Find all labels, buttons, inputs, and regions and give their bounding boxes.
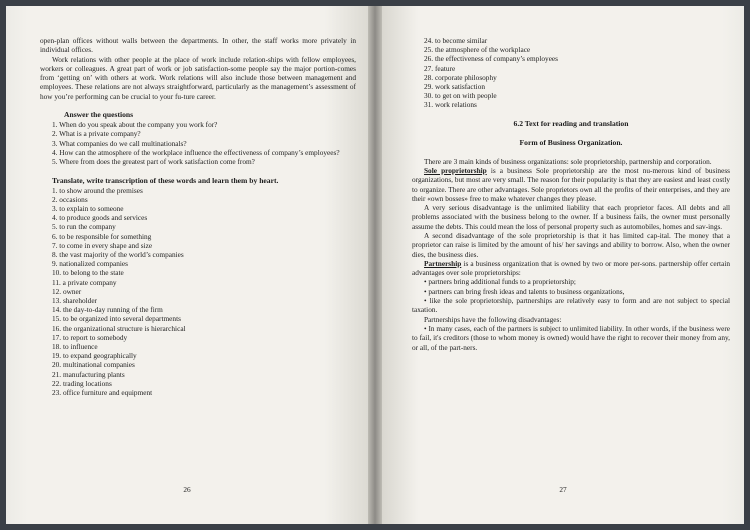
translate-heading: Translate, write transcription of these words and learn them by heart. — [52, 175, 279, 185]
term-partnership: Partnership — [424, 258, 462, 268]
term-sole-proprietorship: Sole proprietorship — [424, 165, 487, 175]
vocab-item: 27. feature — [424, 63, 456, 73]
bullet-item: • like the sole proprietorship, partnerships are relatively easy to form and are not subject to special taxation. — [412, 296, 730, 315]
vocab-item: 31. work relations — [424, 100, 477, 110]
vocab-item: 19. to expand geographically — [52, 351, 137, 361]
questions-list — [40, 120, 356, 166]
vocab-item: 25. the atmosphere of the workplace — [424, 45, 531, 55]
paragraph-disadvantages: Partnerships have the following disadvantages: — [424, 314, 562, 324]
vocab-item: 23. office furniture and equipment — [52, 388, 153, 398]
bullet-item: • partners bring additional funds to a proprietorship; — [424, 277, 576, 287]
vocab-item: 12. owner — [52, 286, 82, 296]
vocab-item: 2. occasions — [52, 194, 88, 204]
question-item: 5. Where from does the greatest part of work satisfaction come from? — [52, 157, 255, 167]
vocab-item: 6. to be responsible for something — [52, 231, 152, 241]
vocab-item: 24. to become similar — [424, 36, 488, 45]
vocab-item: 29. work satisfaction — [424, 82, 485, 92]
vocab-item: 20. multinational companies — [52, 360, 135, 370]
paragraph-intro: There are 3 main kinds of business organizations: sole proprietorship, partnership and corporation. — [424, 156, 712, 166]
vocab-list-continued — [412, 36, 730, 110]
intro-paragraph: Work relations with other people at the place of work include relation-ships with fellow employees, workers or colleagues. A great part of work or job satisfaction-some people say the major portion-comes from ‘getting on’ with others at work. Work relations will also include those between management and employees. These relations are not always straightforward, particularly as the management’s assessment of how you’re performing can be crucial to your fu-ture career. — [40, 54, 356, 101]
vocab-item: 28. corporate philosophy — [424, 72, 497, 82]
vocab-item: 5. to run the company — [52, 222, 116, 232]
right-page — [382, 6, 744, 524]
vocab-item: 21. manufacturing plants — [52, 369, 125, 379]
vocab-item: 30. to get on with people — [424, 91, 497, 101]
text-title: Form of Business Organization. — [519, 137, 623, 147]
question-item: 3. What companies do we call multinationals? — [52, 138, 187, 148]
vocab-item: 7. to come in every shape and size — [52, 240, 153, 250]
paragraph-disadvantage-2: A second disadvantage of the sole proprietorship is that it has limited cap-ital. The money that a proprietor can raise is limited by the amount of his/ her savings and ability to borrow. Also, when the owner dies, the business dies. — [412, 231, 730, 259]
paragraph-partnership — [412, 259, 730, 278]
page-number: 26 — [183, 485, 191, 494]
intro-paragraph: open-plan offices without walls between the departments. In other, the staff works more privately in individual offices. — [40, 36, 356, 55]
vocab-list — [40, 186, 356, 398]
question-item: 1. When do you speak about the company you work for? — [52, 120, 218, 130]
question-item: 4. How can the atmosphere of the workplace influence the effectiveness of company’s employees? — [52, 147, 340, 157]
vocab-item: 11. a private company — [52, 277, 117, 287]
vocab-item: 9. nationalized companies — [52, 259, 128, 269]
vocab-item: 22. trading locations — [52, 378, 112, 388]
paragraph-text: is a business organization that is owned by two or more per-sons. partnership offer certain advantages over sole proprietorships: — [412, 258, 730, 278]
question-item: 2. What is a private company? — [52, 129, 141, 139]
vocab-item: 26. the effectiveness of company’s employees — [424, 54, 559, 64]
section-title: 6.2 Text for reading and translation — [513, 118, 629, 128]
paragraph-text: is a business Sole proprietorship are the most nu-merous kind of business organizations, but most are very small. The reason for their popularity is that they are easiest and least costly to organize. There are other advantages. Sole proprietors own all the profits of their enterprises, and they are their «own bosses» free to make whatever changes they please. — [412, 165, 730, 203]
book-gutter — [368, 6, 382, 524]
paragraph-disadvantage-1: A very serious disadvantage is the unlimited liability that each proprietor faces. All debts and all problems associated with the business belong to the owner. If a business fails, the owner must personally assume the debts. This could mean the loss of personal property such as automobiles, homes and sav-ings. — [412, 203, 730, 231]
page-number: 27 — [559, 485, 567, 494]
vocab-item: 15. to be organized into several departments — [52, 314, 181, 324]
paragraph-sole-proprietorship — [412, 166, 730, 203]
vocab-item: 4. to produce goods and services — [52, 213, 148, 223]
vocab-item: 13. shareholder — [52, 296, 97, 305]
vocab-item: 17. to report to somebody — [52, 332, 128, 342]
answer-heading: Answer the questions — [64, 110, 134, 120]
vocab-item: 14. the day-to-day running of the firm — [52, 305, 163, 315]
paragraph-liability: • In many cases, each of the partners is subject to unlimited liability. In other words, if the business were to fail, it's creditors (those to whom money is owned) would have the right to recover their money from any, or all, of the part-ners. — [412, 323, 730, 352]
vocab-item: 3. to explain to someone — [52, 203, 124, 213]
vocab-item: 1. to show around the premises — [52, 185, 143, 195]
vocab-item: 10. to belong to the state — [52, 268, 124, 278]
vocab-item: 18. to influence — [52, 342, 98, 352]
left-page — [6, 6, 368, 524]
vocab-item: 16. the organizational structure is hierarchical — [52, 323, 186, 333]
bullet-item: • partners can bring fresh ideas and talents to business organizations, — [424, 286, 625, 296]
vocab-item: 8. the vast majority of the world’s companies — [52, 249, 184, 259]
